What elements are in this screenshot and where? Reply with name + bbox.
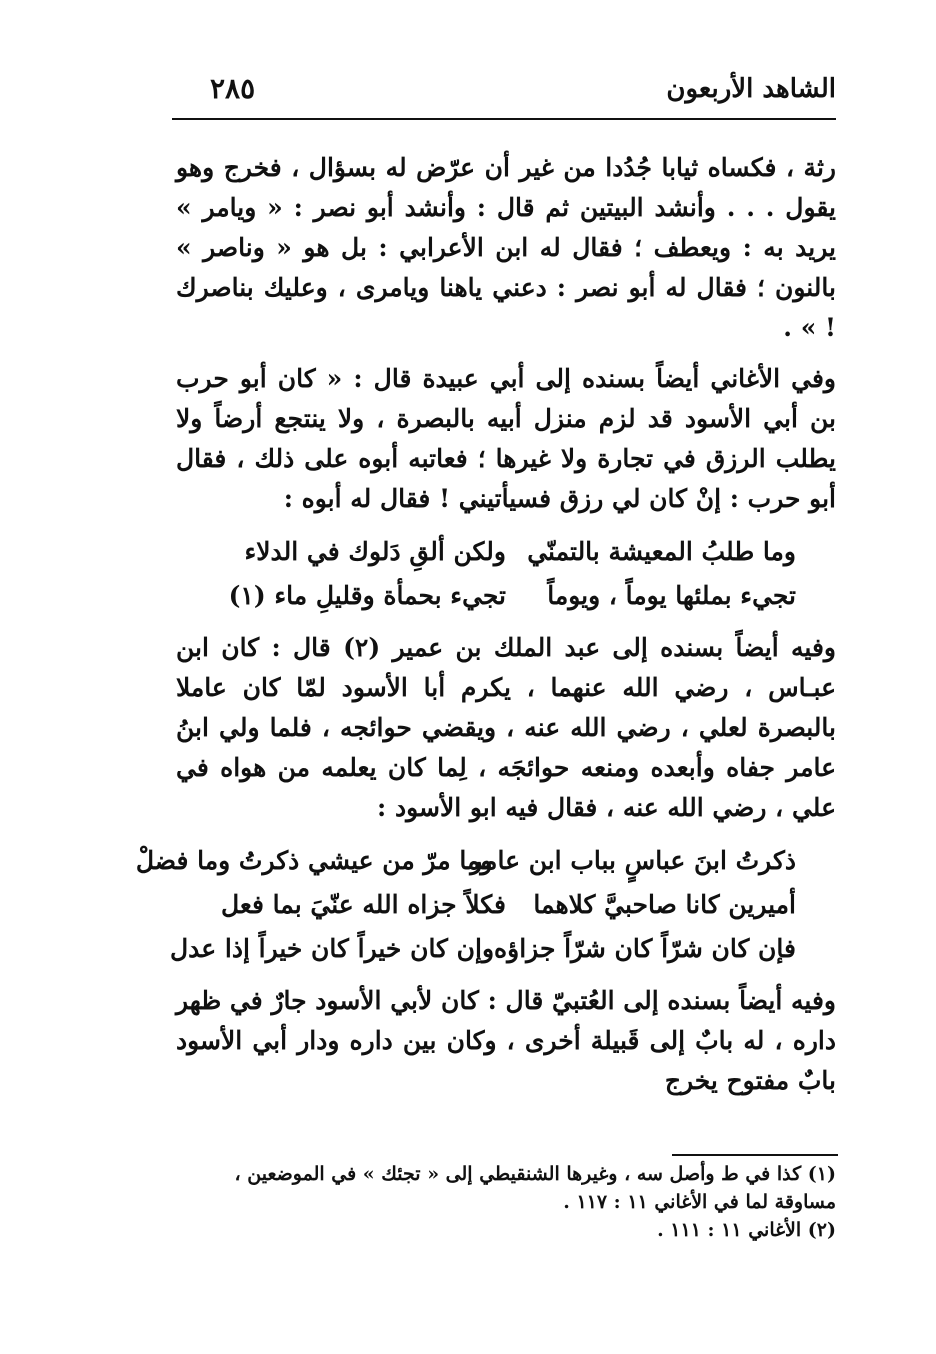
verse-second-hemistich: وإن كان خيراً كان خيراً إذا عدل bbox=[169, 934, 495, 963]
verse-line bbox=[176, 574, 836, 618]
verse-block-1 bbox=[176, 530, 836, 618]
verse-first-hemistich: فإن كان شرّاً كان شرّاً جزاؤه bbox=[494, 934, 796, 963]
verse-second-hemistich: تجيء بحمأة وقليلِ ماء (١) bbox=[228, 581, 506, 610]
footnote-2: (٢) الأغاني ١١ : ١١١ . bbox=[657, 1219, 836, 1241]
verse-second-hemistich: فكلاً جزاه الله عنّيَ بما فعل bbox=[221, 890, 506, 919]
verse-line bbox=[135, 839, 836, 883]
header-rule bbox=[172, 118, 836, 120]
verse-first-hemistich: ذكرتُ ابنَ عباسٍ بباب ابن عامر bbox=[470, 846, 796, 875]
main-text bbox=[135, 148, 836, 1112]
page-number: ٢٨٥ bbox=[210, 72, 256, 105]
verse-line bbox=[169, 927, 836, 971]
verse-second-hemistich: ولكن ألقِ دَلوك في الدلاء bbox=[244, 537, 506, 566]
page-header bbox=[172, 70, 836, 114]
footnotes bbox=[176, 1160, 836, 1244]
paragraph-3: وفيه أيضاً بسنده إلى عبد الملك بن عمير (٢) قال : كان ابن عبـاس ، رضي الله عنهما ، يكرم أبا الأسود لمّا كان عاملا بالبصرة لعلي ، رضي الله عنه ، ويقضي حوائجه ، فلما ولي ابنُ عامر جفاه وأبعده ومنعه حوائجَه ، لِما كان يعلمه من هواه في علي ، رضي الله عنه ، فقال فيه ابو الأسود : bbox=[176, 633, 836, 822]
paragraph-2: وفي الأغاني أيضاً بسنده إلى أبي عبيدة قال : « كان أبو حرب بن أبي الأسود قد لزم منزل أبيه بالبصرة ، ولا ينتجع أرضاً ولا يطلب الرزق في تجارة ولا غيرها ؛ فعاتبه أبوه على ذلك ، فقال أبو حرب : إنْ كان لي رزق فسيأتيني ! فقال له أبوه : bbox=[176, 364, 836, 513]
verse-second-hemistich: وما مرّ من عيشي ذكرتُ وما فضلْ bbox=[135, 846, 493, 875]
verse-line bbox=[176, 883, 836, 927]
verse-first-hemistich: وما طلبُ المعيشة بالتمنّي bbox=[527, 537, 796, 566]
paragraph-1: رثة ، فكساه ثيابا جُدُدا من غير أن عرّض له بسؤال ، فخرج وهو يقول . . . وأنشد البيتين ثم قال : وأنشد أبو نصر : « ويامر » يريد به : ويعطف ؛ فقال له ابن الأعرابي : بل هو « وناصر » بالنون ؛ فقال له أبو نصر : دعني ياهنا ويامرى ، وعليك بناصرك ! » . bbox=[176, 153, 836, 342]
paragraph-4: وفيه أيضاً بسنده إلى العُتبيّ قال : كان لأبي الأسود جارٌ في ظهر داره ، له بابٌ إلى قَبيلة أخرى ، وكان بين داره ودار أبي الأسود بابٌ مفتوح يخرج bbox=[176, 986, 836, 1095]
footnote-1: (١) كذا في ط وأصل سه ، وغيرها الشنقيطي إلى « تجئك » في الموضعين ، مساوقة لما في الأغاني ١١ : ١١٧ . bbox=[234, 1163, 836, 1213]
verse-block-2 bbox=[135, 839, 836, 971]
running-title: الشاهد الأربعون bbox=[666, 74, 836, 104]
verse-line bbox=[176, 530, 836, 574]
verse-first-hemistich: أميرين كانا صاحبيَّ كلاهما bbox=[533, 890, 796, 919]
verse-first-hemistich: تجيء بملئها يوماً ، ويوماً bbox=[547, 581, 796, 610]
footnote-rule bbox=[672, 1154, 838, 1156]
